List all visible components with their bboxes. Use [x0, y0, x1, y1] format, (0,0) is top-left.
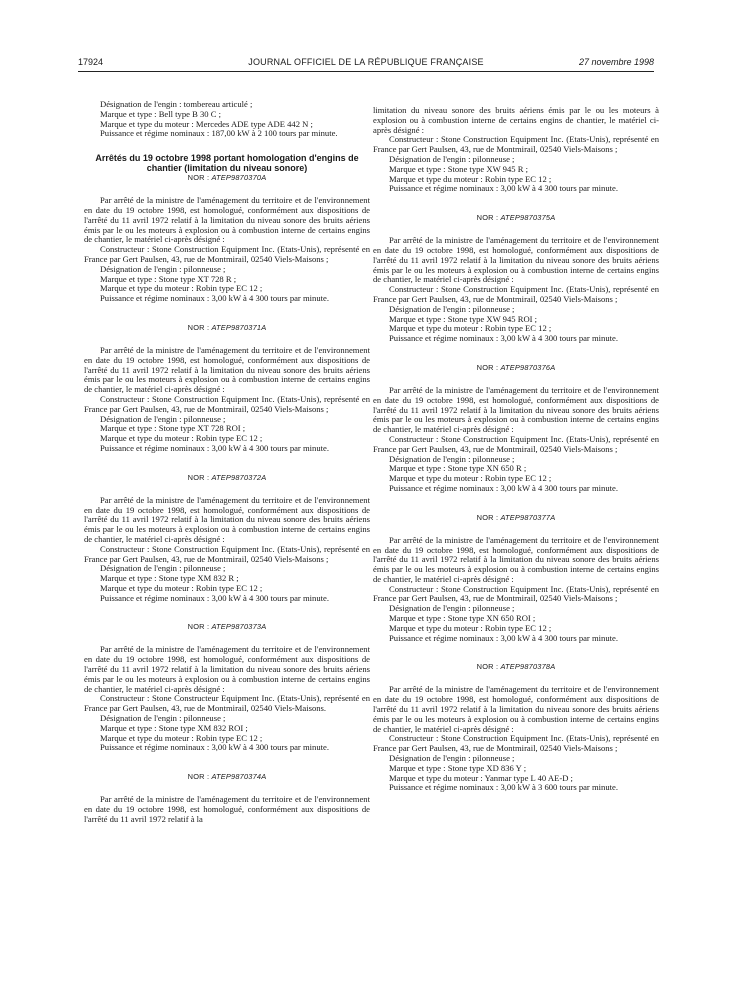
decree-intro-continued: limitation du niveau sonore des bruits aériens émis par le ou les moteurs à explosion ou à combustion interne de certains engins de chantier, le matériel ci-après désigné : [373, 105, 659, 135]
designation-line: Désignation de l'engin : pilonneuse ; [389, 603, 515, 614]
brand-line: Marque et type : Stone type XM 832 R ; [100, 573, 239, 584]
constructor-line: Constructeur : Stone Construction Equipment Inc. (Etats-Unis), représenté en France par Gert Paulsen, 43, rue de Montmirail, 02540 Viels-Maisons ; [84, 244, 370, 264]
brand-line: Marque et type : Stone type XM 832 ROI ; [100, 722, 248, 733]
nor-reference: NOR : ATEP9870375A [476, 213, 556, 223]
motor-line: Marque et type du moteur : Robin type EC 12 ; [100, 732, 263, 743]
brand-line: Marque et type : Stone type XN 650 R ; [389, 463, 527, 474]
decree-intro: Par arrêté de la ministre de l'aménagement du territoire et de l'environnement en date du 19 octobre 1998, est homologué, conformément aux dispositions de l'arrêté du 11 avril 1972 relatif à la limitation du niveau sonore des bruits aériens émis par le ou les moteurs à explosion ou à combustion interne de certains engins de chantier, le matériel ci-après désigné : [373, 384, 659, 435]
power-line: Puissance et régime nominaux : 3,00 kW à 4 300 tours par minute. [100, 592, 329, 603]
left-column [84, 100, 370, 825]
designation-line: Désignation de l'engin : pilonneuse ; [389, 753, 515, 764]
decree-intro-partial: Par arrêté de la ministre de l'aménagement du territoire et de l'environnement en date du 19 octobre 1998, est homologué, conformément aux dispositions de l'arrêté du 11 avril 1972 relatif à la [84, 794, 370, 824]
power-line: Puissance et régime nominaux : 3,00 kW à 3 600 tours par minute. [389, 782, 618, 793]
nor-reference: NOR : ATEP9870377A [476, 512, 556, 522]
power-line: Puissance et régime nominaux : 3,00 kW à 4 300 tours par minute. [389, 183, 618, 194]
decree-intro: Par arrêté de la ministre de l'aménagement du territoire et de l'environnement en date du 19 octobre 1998, est homologué, conformément aux dispositions de l'arrêté du 11 avril 1972 relatif à la limitation du niveau sonore des bruits aériens émis par le ou les moteurs à explosion ou à combustion interne de certains engins de chantier, le matériel ci-après désigné : [84, 344, 370, 395]
power-line: Puissance et régime nominaux : 187,00 kW à 2 100 tours par minute. [100, 128, 338, 139]
motor-line: Marque et type du moteur : Robin type EC 12 ; [100, 433, 263, 444]
motor-line: Marque et type du moteur : Mercedes ADE type ADE 442 N ; [100, 118, 313, 129]
brand-line: Marque et type : Stone type XD 836 Y ; [389, 762, 527, 773]
decree-intro: Par arrêté de la ministre de l'aménagement du territoire et de l'environnement en date du 19 octobre 1998, est homologué, conformément aux dispositions de l'arrêté du 11 avril 1972 relatif à la limitation du niveau sonore des bruits aériens émis par le ou les moteurs à explosion ou à combustion interne de certains engins de chantier, le matériel ci-après désigné : [373, 684, 659, 734]
power-line: Puissance et régime nominaux : 3,00 kW à 4 300 tours par minute. [389, 632, 618, 643]
page-header [78, 57, 654, 71]
brand-line: Marque et type : Stone type XW 945 R ; [389, 163, 528, 174]
designation-line: Désignation de l'engin : pilonneuse ; [389, 453, 515, 464]
nor-reference: NOR : ATEP9870370A [187, 173, 267, 183]
designation-line: Désignation de l'engin : tombereau articulé ; [100, 99, 253, 109]
brand-line: Marque et type : Bell type B 30 C ; [100, 108, 222, 119]
nor-reference: NOR : ATEP9870372A [187, 472, 267, 482]
designation-line: Désignation de l'engin : pilonneuse ; [100, 713, 226, 724]
nor-reference: NOR : ATEP9870373A [187, 622, 267, 632]
constructor-line: Constructeur : Stone Construction Equipment Inc. (Etats-Unis), représenté en France par Gert Paulsen, 43, rue de Montmirail, 02540 Viels-Maisons ; [84, 393, 370, 414]
constructor-line: Constructeur : Stone Construction Equipment Inc. (Etats-Unis), représenté en France par Gert Paulsen, 43, rue de Montmirail, 02540 Viels-Maisons ; [373, 134, 659, 155]
designation-line: Désignation de l'engin : pilonneuse ; [100, 413, 226, 424]
motor-line: Marque et type du moteur : Robin type EC 12 ; [389, 622, 552, 633]
nor-reference: NOR : ATEP9870378A [476, 662, 556, 672]
power-line: Puissance et régime nominaux : 3,00 kW à 4 300 tours par minute. [100, 293, 329, 304]
decree-intro: Par arrêté de la ministre de l'aménagement du territoire et de l'environnement en date du 19 octobre 1998, est homologué, conformément aux dispositions de l'arrêté du 11 avril 1972 relatif à la limitation du niveau sonore des bruits aériens émis par le ou les moteurs à explosion ou à combustion interne de certains engins de chantier, le matériel ci-après désigné : [84, 644, 370, 694]
brand-line: Marque et type : Stone type XW 945 ROI ; [389, 313, 538, 324]
power-line: Puissance et régime nominaux : 3,00 kW à 4 300 tours par minute. [100, 742, 329, 753]
designation-line: Désignation de l'engin : pilonneuse ; [100, 263, 226, 274]
constructor-line: Constructeur : Stone Construction Equipment Inc. (Etats-Unis), représenté en France par Gert Paulsen, 43, rue de Montmirail, 02540 Viels-Maisons ; [84, 543, 370, 564]
right-column [373, 106, 659, 793]
power-line: Puissance et régime nominaux : 3,00 kW à 4 300 tours par minute. [389, 482, 618, 493]
motor-line: Marque et type du moteur : Robin type EC 12 ; [389, 173, 552, 184]
constructor-line: Constructeur : Stone Construction Equipment Inc. (Etats-Unis), représenté en France par Gert Paulsen, 43, rue de Montmirail, 02540 Viels-Maisons ; [373, 733, 659, 754]
decree-intro: Par arrêté de la ministre de l'aménagement du territoire et de l'environnement en date du 19 octobre 1998, est homologué, conformément aux dispositions de l'arrêté du 11 avril 1972 relatif à la limitation du niveau sonore des bruits aériens émis par le ou les moteurs à explosion ou à combustion interne de certains engins de chantier, le matériel ci-après désigné : [373, 534, 659, 584]
header-rule [78, 71, 654, 72]
journal-title: JOURNAL OFFICIEL DE LA RÉPUBLIQUE FRANÇAISE [248, 57, 484, 67]
page-number: 17924 [78, 57, 104, 67]
designation-line: Désignation de l'engin : pilonneuse ; [389, 303, 515, 314]
nor-reference: NOR : ATEP9870371A [187, 322, 267, 332]
motor-line: Marque et type du moteur : Robin type EC 12 ; [100, 283, 263, 294]
issue-date: 27 novembre 1998 [578, 57, 654, 67]
decree-intro: Par arrêté de la ministre de l'aménagement du territoire et de l'environnement en date du 19 octobre 1998, est homologué, conformément aux dispositions de l'arrêté du 11 avril 1972 relatif à la limitation du niveau sonore des bruits aériens émis par le ou les moteurs à explosion ou à combustion interne de certains engins de chantier, le matériel ci-après désigné : [84, 494, 370, 544]
motor-line: Marque et type du moteur : Yanmar type L 40 AE-D ; [389, 772, 573, 783]
constructor-line: Constructeur : Stone Construction Equipment Inc. (Etats-Unis), représenté en France par Gert Paulsen, 43, rue de Montmirail, 02540 Viels-Maisons ; [373, 284, 659, 304]
section-title: Arrêtés du 19 octobre 1998 portant homologation d'engins de chantier (limitation du niveau sonore) [95, 153, 359, 174]
motor-line: Marque et type du moteur : Robin type EC 12 ; [100, 582, 263, 593]
power-line: Puissance et régime nominaux : 3,00 kW à 4 300 tours par minute. [100, 442, 329, 453]
nor-reference: NOR : ATEP9870376A [476, 362, 556, 372]
decree-intro: Par arrêté de la ministre de l'aménagement du territoire et de l'environnement en date du 19 octobre 1998, est homologué, conformément aux dispositions de l'arrêté du 11 avril 1972 relatif à la limitation du niveau sonore des bruits aériens émis par le ou les moteurs à explosion ou à combustion interne de certains engins de chantier, le matériel ci-après désigné : [84, 195, 370, 245]
power-line: Puissance et régime nominaux : 3,00 kW à 4 300 tours par minute. [389, 333, 618, 344]
motor-line: Marque et type du moteur : Robin type EC 12 ; [389, 323, 552, 334]
constructor-line: Constructeur : Stone Constructeur Equipment Inc. (Etats-Unis), représenté en France par Gert Paulsen, 43, rue de Montmirail, 02540 Viels-Maisons. [84, 693, 370, 714]
brand-line: Marque et type : Stone type XT 728 ROI ; [100, 423, 246, 434]
decree-intro: Par arrêté de la ministre de l'aménagement du territoire et de l'environnement en date du 19 octobre 1998, est homologué, conformément aux dispositions de l'arrêté du 11 avril 1972 relatif à la limitation du niveau sonore des bruits aériens émis par le ou les moteurs à explosion ou à combustion interne de certains engins de chantier, le matériel ci-après désigné : [373, 235, 659, 285]
brand-line: Marque et type : Stone type XN 650 ROI ; [389, 613, 536, 624]
constructor-line: Constructeur : Stone Construction Equipment Inc. (Etats-Unis), représenté en France par Gert Paulsen, 43, rue de Montmirail, 02540 Viels-Maisons ; [373, 433, 659, 454]
constructor-line: Constructeur : Stone Construction Equipment Inc. (Etats-Unis), représenté en France par Gert Paulsen, 43, rue de Montmirail, 02540 Viels-Maisons ; [373, 583, 659, 604]
designation-line: Désignation de l'engin : pilonneuse ; [389, 153, 515, 164]
designation-line: Désignation de l'engin : pilonneuse ; [100, 563, 226, 574]
nor-reference: NOR : ATEP9870374A [187, 772, 267, 782]
motor-line: Marque et type du moteur : Robin type EC 12 ; [389, 473, 552, 484]
brand-line: Marque et type : Stone type XT 728 R ; [100, 273, 237, 284]
